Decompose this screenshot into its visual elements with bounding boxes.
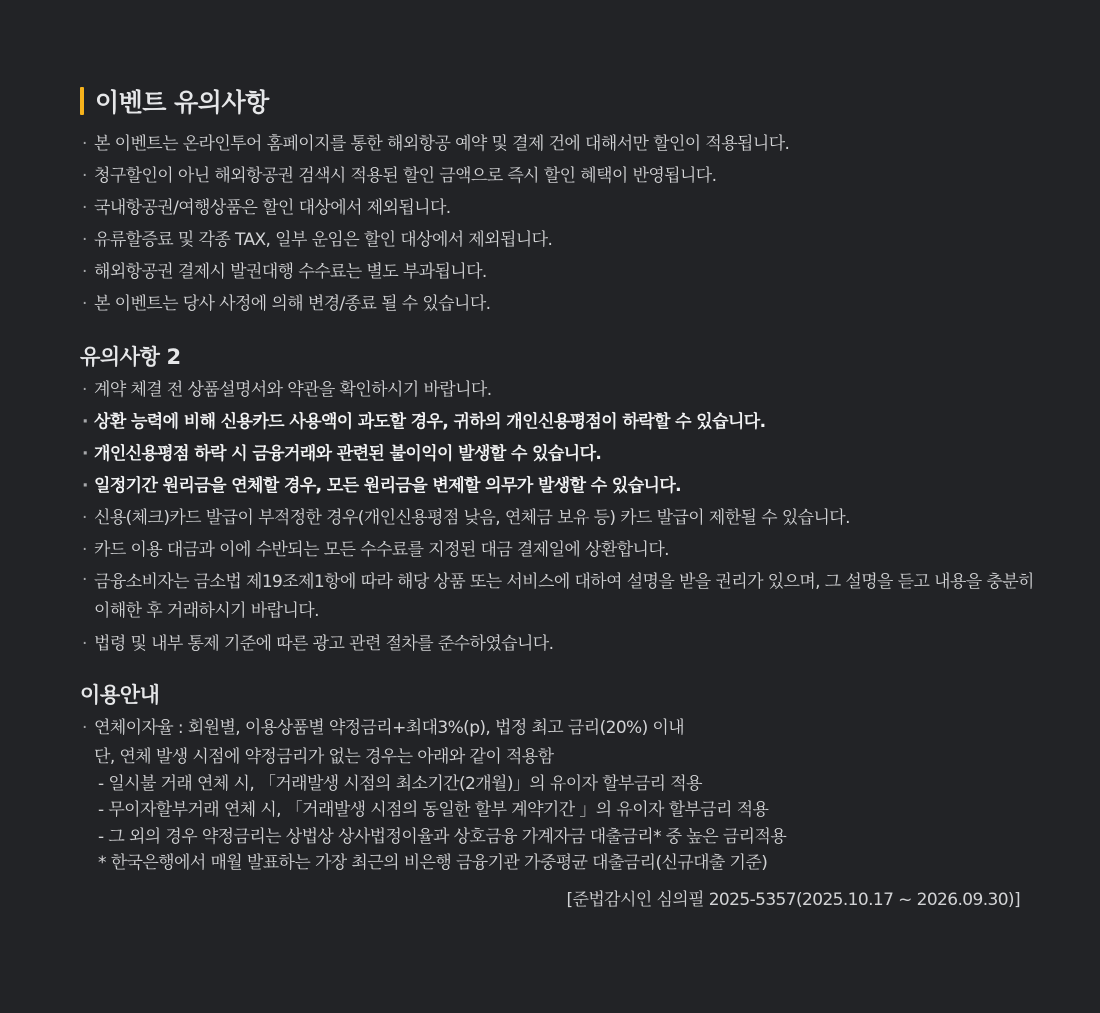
section3-list xyxy=(80,712,1040,744)
bullet-icon: · xyxy=(82,444,88,464)
list-item: · 해외항공권 결제시 발권대행 수수료는 별도 부과됩니다. xyxy=(80,256,1040,288)
section1-header xyxy=(80,84,1040,118)
list-item: · 연체이자율 : 회원별, 이용상품별 약정금리+최대3%(p), 법정 최고 금리(20%) 이내 xyxy=(80,712,1040,744)
list-item: · 청구할인이 아닌 해외항공권 검색시 적용된 할인 금액으로 즉시 할인 혜택이 반영됩니다. xyxy=(80,160,1040,192)
rate-footnote: * 한국은행에서 매월 발표하는 가장 최근의 비은행 금융기관 가중평균 대출금리(신규대출 기준) xyxy=(98,853,768,873)
rate-detail-line: - 무이자할부거래 연체 시, 「거래발생 시점의 동일한 할부 계약기간 」의 유이자 할부금리 적용 xyxy=(98,800,769,820)
title-accent-bar xyxy=(80,87,84,115)
bullet-icon: · xyxy=(82,380,87,400)
section2-title: 유의사항 2 xyxy=(80,345,181,369)
bullet-icon: · xyxy=(82,230,87,250)
list-item-warning: · 개인신용평점 하락 시 금융거래와 관련된 불이익이 발생할 수 있습니다. xyxy=(80,438,1040,470)
section1-list xyxy=(80,128,1040,320)
bullet-icon: · xyxy=(82,540,87,560)
section1-title: 이벤트 유의사항 xyxy=(95,88,269,117)
bullet-icon: · xyxy=(82,718,87,738)
bullet-icon: · xyxy=(82,570,87,590)
bullet-icon: · xyxy=(82,262,87,282)
rate-detail-line: 단, 연체 발생 시점에 약정금리가 없는 경우는 아래와 같이 적용함 xyxy=(94,747,554,767)
bullet-icon: · xyxy=(82,294,87,314)
list-item: · 카드 이용 대금과 이에 수반되는 모든 수수료를 지정된 대금 결제일에 상환합니다. xyxy=(80,534,1040,566)
section2-list xyxy=(80,374,1040,660)
list-item: · 법령 및 내부 통제 기준에 따른 광고 관련 절차를 준수하였습니다. xyxy=(80,628,1040,660)
bullet-icon: · xyxy=(82,134,87,154)
rate-detail-line: - 일시불 거래 연체 시, 「거래발생 시점의 최소기간(2개월)」의 유이자 할부금리 적용 xyxy=(98,773,702,794)
bullet-icon: · xyxy=(82,476,88,496)
list-item-warning: · 상환 능력에 비해 신용카드 사용액이 과도할 경우, 귀하의 개인신용평점이 하락할 수 있습니다. xyxy=(80,406,1040,438)
list-item: · 국내항공권/여행상품은 할인 대상에서 제외됩니다. xyxy=(80,192,1040,224)
list-item: · 금융소비자는 금소법 제19조제1항에 따라 해당 상품 또는 서비스에 대하여 설명을 받을 권리가 있으며, 그 설명을 듣고 내용을 충분히 이해한 후 거래하시기 바랍니다. xyxy=(80,566,1040,628)
compliance-approval-note: [준법감시인 심의필 2025-5357(2025.10.17 ~ 2026.09.30)] xyxy=(566,889,1020,910)
list-item: · 유류할증료 및 각종 TAX, 일부 운임은 할인 대상에서 제외됩니다. xyxy=(80,224,1040,256)
list-item: · 신용(체크)카드 발급이 부적정한 경우(개인신용평점 낮음, 연체금 보유 등) 카드 발급이 제한될 수 있습니다. xyxy=(80,502,1040,534)
section3-title: 이용안내 xyxy=(80,683,160,707)
list-item: · 본 이벤트는 당사 사정에 의해 변경/종료 될 수 있습니다. xyxy=(80,288,1040,320)
bullet-icon: · xyxy=(82,412,88,432)
rate-detail-line: - 그 외의 경우 약정금리는 상법상 상사법정이율과 상호금융 가계자금 대출금리* 중 높은 금리적용 xyxy=(98,826,787,847)
list-item-warning: · 일정기간 원리금을 연체할 경우, 모든 원리금을 변제할 의무가 발생할 수 있습니다. xyxy=(80,470,1040,502)
bullet-icon: · xyxy=(82,634,87,654)
bullet-icon: · xyxy=(82,198,87,218)
list-item: · 본 이벤트는 온라인투어 홈페이지를 통한 해외항공 예약 및 결제 건에 대해서만 할인이 적용됩니다. xyxy=(80,128,1040,160)
notice-panel xyxy=(80,84,1040,910)
list-item: · 계약 체결 전 상품설명서와 약관을 확인하시기 바랍니다. xyxy=(80,374,1040,406)
bullet-icon: · xyxy=(82,508,87,528)
bullet-icon: · xyxy=(82,166,87,186)
